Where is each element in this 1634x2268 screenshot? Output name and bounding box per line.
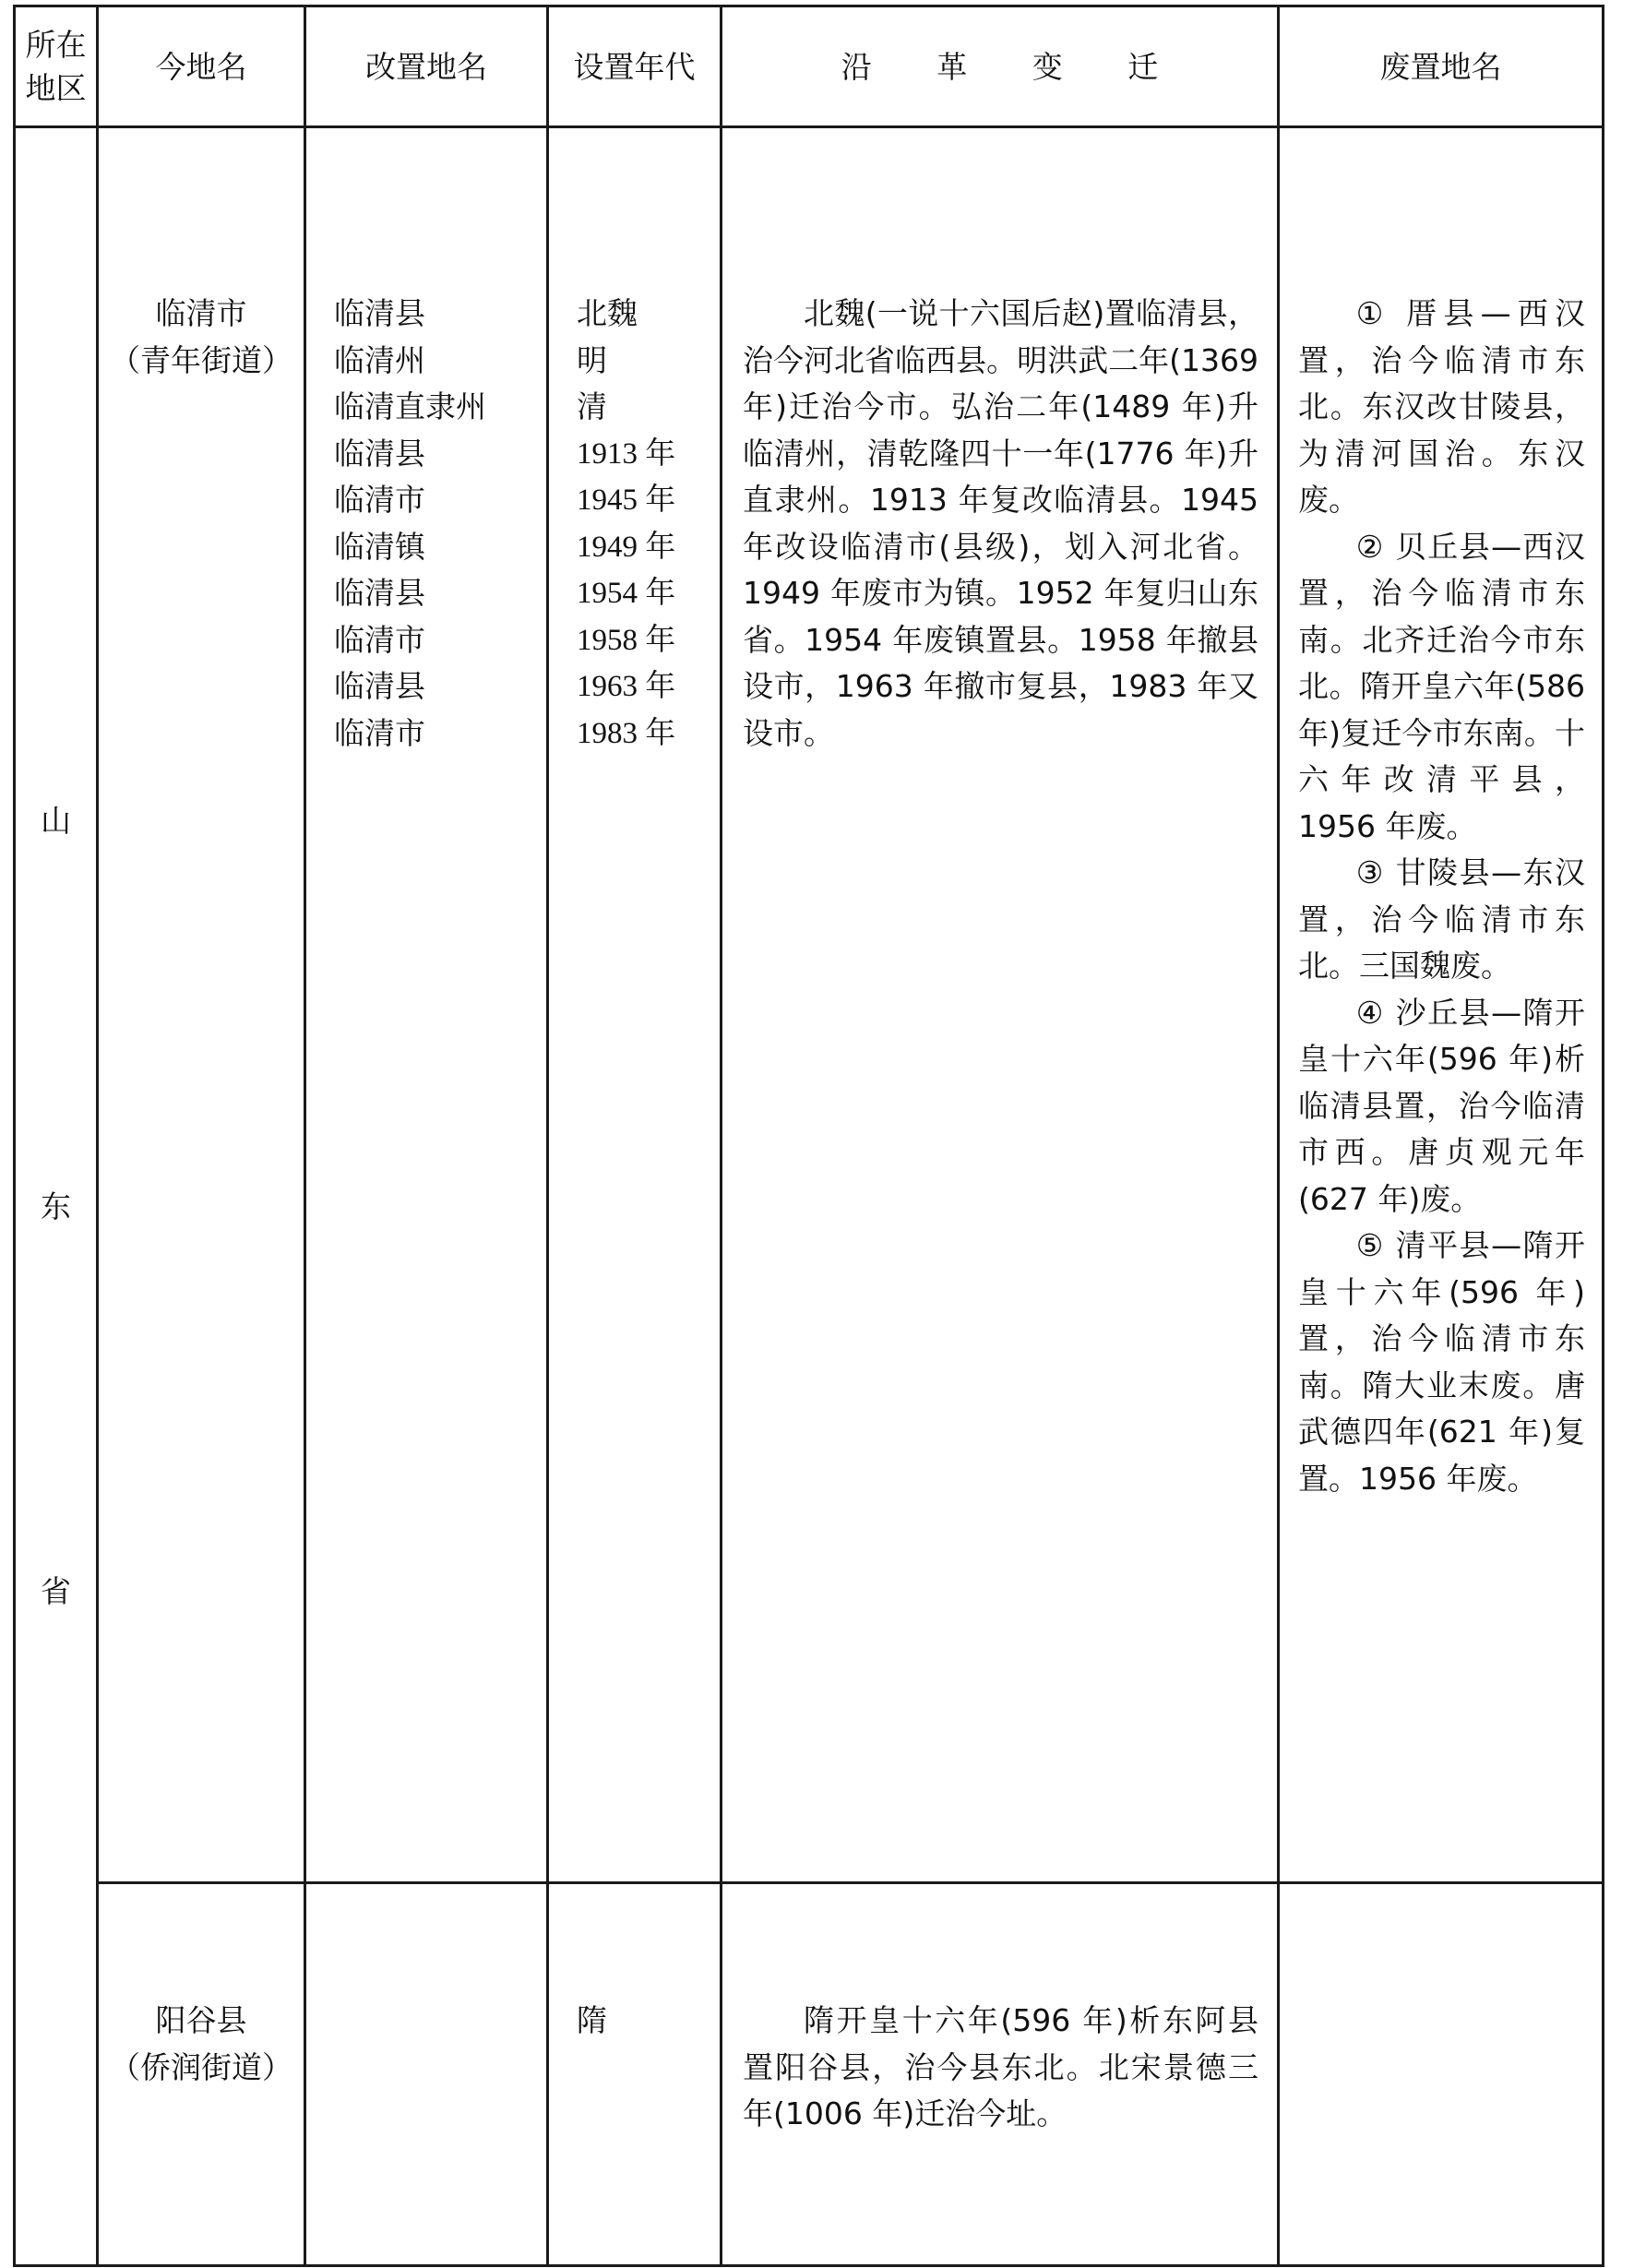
table-row [15,1883,1604,2266]
changed-names-cell [305,1883,548,2266]
year: 清 [577,388,607,424]
gazetteer-table [13,5,1604,2267]
abolished-item: ③ 甘陵县—东汉置，治今临清市东北。三国魏废。 [1298,854,1585,984]
header-established: 设置年代 [548,6,722,127]
year: 1954 年 [577,577,676,610]
current-name-sub: （青年街道） [110,341,292,378]
table-row [15,127,1604,1883]
changed-name: 临清市 [334,714,425,751]
current-name: 临清市 [155,295,247,331]
year: 1945 年 [577,483,676,517]
current-name: 阳谷县 [155,2002,247,2038]
year: 北魏 [577,295,638,331]
abolished-item: ⑤ 清平县—隋开皇十六年(596 年)置，治今临清市东南。隋大业末废。唐武德四年(621 年)复置。1956 年废。 [1298,1227,1585,1497]
changed-name: 临清县 [334,295,425,331]
region-char-1: 山 [41,803,71,839]
header-changed-name: 改置地名 [305,6,548,127]
current-name-sub: （侨润街道） [110,2048,292,2085]
header-history-label: 沿 革 变 迁 [841,48,1187,85]
year: 1913 年 [577,436,676,471]
header-region-line1: 所在 [25,27,87,63]
header-region [15,6,98,127]
header-current-name: 今地名 [98,6,305,127]
changed-names-cell [305,127,548,1883]
region-cell [15,127,98,2266]
year: 隋 [577,2002,607,2038]
abolished-item: ② 贝丘县—西汉置，治今临清市东南。北齐迁治今市东北。隋开皇六年(586 年)复迁今市东南。十六年改清平县，1956 年废。 [1298,528,1585,844]
years-cell [548,127,722,1883]
changed-name: 临清州 [334,341,425,378]
region-char-2: 东 [41,1188,71,1224]
history-text: 北魏(一说十六国后赵)置临清县，治今河北省临西县。明洪武二年(1369 年)迁治今市。弘治二年(1489 年)升临清州，清乾隆四十一年(1776 年)升直隶州。1913 年复改临清县。1945 年改设临清市(县级)，划入河北省。1949 年废市为镇。1952 年复归山东省。1954 年废镇置县。1958 年撤县设市，1963 年撤市复县，1983 年又设市。 [743,295,1258,751]
abolished-cell [1279,127,1604,1883]
abolished-item: ④ 沙丘县—隋开皇十六年(596 年)析临清县置，治今临清市西。唐贞观元年(627 年)废。 [1298,994,1585,1217]
changed-name: 临清市 [334,482,425,518]
history-cell [722,127,1279,1883]
region-char-3: 省 [41,1573,71,1609]
changed-name: 临清县 [334,575,425,611]
year: 1963 年 [577,670,676,703]
abolished-cell [1279,1883,1604,2266]
current-name-cell [98,127,305,1883]
header-row [15,6,1604,127]
year: 1949 年 [577,530,676,564]
year: 1958 年 [577,623,676,657]
year: 1983 年 [577,716,676,750]
changed-name: 临清县 [334,668,425,704]
header-history [722,6,1279,127]
changed-name: 临清镇 [334,528,425,565]
history-text: 隋开皇十六年(596 年)析东阿县置阳谷县，治今县东北。北宋景德三年(1006 年)迁治今址。 [743,2002,1258,2131]
history-cell [722,1883,1279,2266]
year: 明 [577,341,607,378]
header-region-line2: 地区 [25,70,87,106]
years-cell [548,1883,722,2266]
current-name-cell [98,1883,305,2266]
header-abolished: 废置地名 [1279,6,1604,127]
changed-name: 临清直隶州 [334,388,486,424]
changed-name: 临清县 [334,435,425,472]
changed-name: 临清市 [334,621,425,658]
abolished-item: ① 厝县—西汉置，治今临清市东北。东汉改甘陵县，为清河国治。东汉废。 [1298,295,1585,518]
